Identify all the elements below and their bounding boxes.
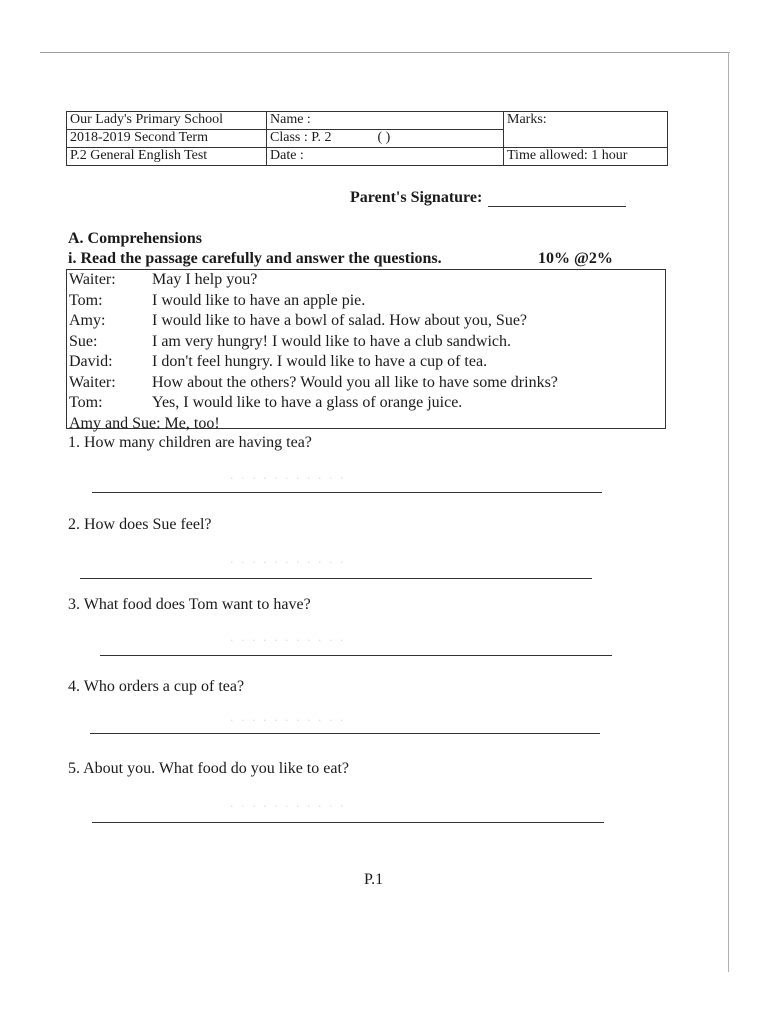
speech: Amy and Sue: Me, too! (69, 414, 220, 432)
date-field[interactable] (267, 148, 504, 166)
instruction (68, 250, 648, 268)
class-number-paren: ( ) (377, 130, 391, 145)
answer-line-3[interactable] (100, 655, 612, 656)
speech: May I help you? (152, 271, 258, 288)
question-4: 4. Who orders a cup of tea? (68, 678, 245, 695)
speaker: Tom: (69, 394, 103, 411)
page-edge-right (728, 52, 729, 972)
speaker: Tom: (69, 291, 103, 309)
school-name: Our Lady's Primary School (67, 112, 267, 130)
section-title: A. Comprehensions (68, 230, 202, 247)
speech: I don't feel hungry. I would like to have a cup of tea. (152, 353, 488, 370)
instruction-text: i. Read the passage carefully and answer the questions. (68, 250, 442, 267)
name-field[interactable] (267, 112, 504, 130)
dialogue-line (67, 373, 665, 394)
term: 2018-2019 Second Term (67, 130, 267, 148)
dialogue-line (67, 393, 665, 414)
question-3: 3. What food does Tom want to have? (68, 596, 311, 613)
dialogue-line (67, 270, 665, 291)
name-label: Name : (270, 112, 311, 127)
answer-line-5[interactable] (92, 822, 604, 823)
signature-line[interactable] (488, 192, 626, 207)
speaker: Waiter: (69, 373, 116, 391)
class-label: Class : P. 2 (270, 130, 332, 145)
bleed-through-text: · · · · · · · · · · · (230, 714, 346, 727)
question-2: 2. How does Sue feel? (68, 516, 212, 533)
speech: Yes, I would like to have a glass of orange juice. (152, 394, 463, 411)
page-edge-top (40, 52, 730, 53)
answer-line-1[interactable] (92, 492, 602, 493)
marks-field[interactable]: Marks: (504, 112, 668, 148)
parent-signature (350, 189, 626, 207)
speech: I would like to have a bowl of salad. How about you, Sue? (152, 312, 528, 329)
question-5: 5. About you. What food do you like to eat? (68, 760, 349, 777)
speaker: Sue: (69, 332, 98, 350)
speech: I am very hungry! I would like to have a club sandwich. (152, 332, 512, 350)
header-row-3 (67, 148, 668, 166)
dialogue-line (67, 414, 665, 435)
dialogue-box (66, 269, 666, 432)
dialogue-line (67, 311, 665, 332)
page-number: P.1 (364, 871, 384, 888)
header-table (66, 111, 668, 166)
answer-line-4[interactable] (90, 733, 600, 734)
header-row-1 (67, 112, 668, 130)
instruction-marks: 10% @2% (538, 250, 613, 267)
class-field[interactable] (267, 130, 504, 148)
dialogue-line (67, 291, 665, 312)
bleed-through-text: · · · · · · · · · · · (230, 472, 346, 485)
bleed-through-text: · · · · · · · · · · · (230, 634, 346, 647)
speaker: Amy: (69, 312, 106, 329)
question-1: 1. How many children are having tea? (68, 434, 312, 451)
bleed-through-text: · · · · · · · · · · · (230, 556, 346, 569)
speaker: Waiter: (69, 271, 116, 288)
speech: How about the others? Would you all like to have some drinks? (152, 373, 558, 391)
bleed-through-text: · · · · · · · · · · · (230, 800, 346, 813)
speech: I would like to have an apple pie. (152, 291, 366, 309)
speaker: David: (69, 353, 113, 370)
answer-line-2[interactable] (80, 578, 592, 579)
date-label: Date : (270, 148, 304, 163)
dialogue-line (67, 352, 665, 373)
signature-label: Parent's Signature: (350, 189, 483, 206)
dialogue-line (67, 332, 665, 353)
test-name: P.2 General English Test (67, 148, 267, 166)
time-allowed: Time allowed: 1 hour (504, 148, 668, 166)
